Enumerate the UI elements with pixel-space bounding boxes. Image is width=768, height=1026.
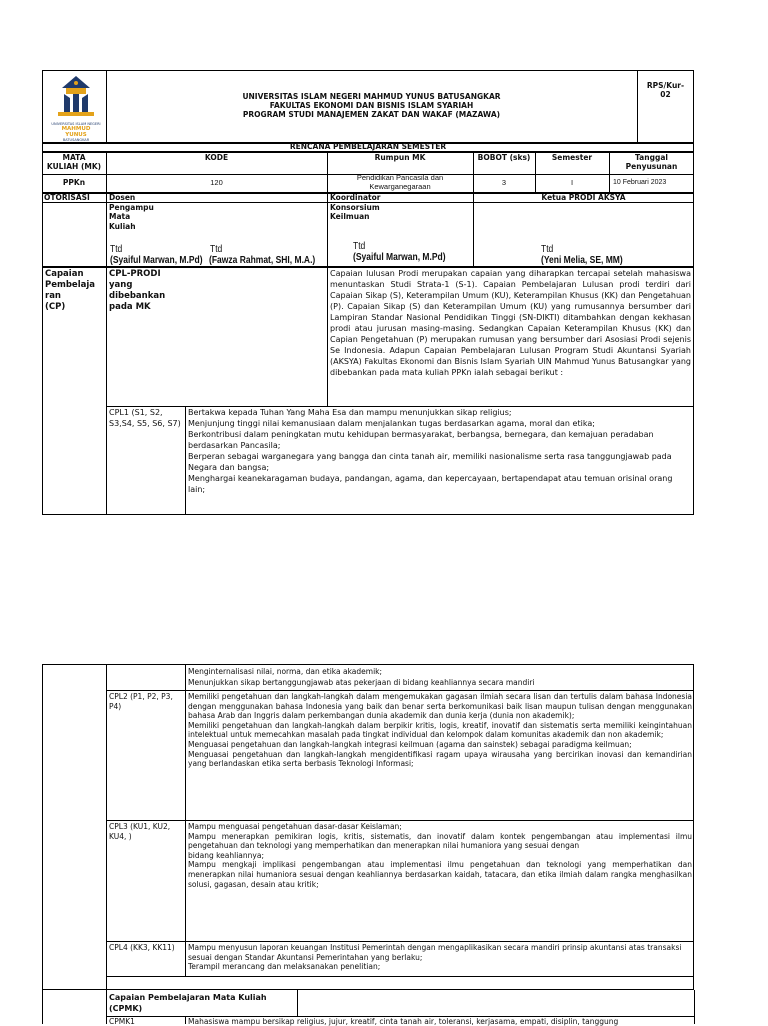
cpl4-label: CPL4 (KK3, KK11) <box>109 943 175 952</box>
semester-value: I <box>570 178 574 187</box>
cpl2-label: CPL2 (P1, P2, P3, P4) <box>109 692 173 711</box>
cpl1-label: CPL1 (S1, S2, S3,S4, S5, S6, S7) <box>109 408 181 428</box>
cpl4-item: Terampil merancang dan melaksanakan penelitian; <box>188 962 381 972</box>
cpl1-item: Menghargai keanekaragaman budaya, pandangan, agama, dan kepercayaan, bertapendapat atau temuan orisinal orang lain; <box>188 474 673 494</box>
cpl2-item: Memiliki pengetahuan dan langkah-langkah dalam mengemukakan gagasan ilmiah secara lisan dan tertulis dalam bahasa Indonesia dengan menggunakan bahasa Indonesia yang baik dan benar serta berkomunikasi baik lisan maupun tulisan dengan menggunakan bahasa Arab dan Inggris dalam perkembangan dunia akademik dan dunia kerja (dunia non akademik); <box>188 692 692 721</box>
ttd-dosen-1: Ttd <box>110 244 123 255</box>
otorisasi-label: OTORISASI <box>44 193 90 202</box>
tanggal-header-1: Tanggal <box>635 153 668 162</box>
mk-header-2: KULIAH (MK) <box>46 162 102 171</box>
cpl1-item: Menunjukkan sikap bertanggungjawab atas pekerjaan di bidang keahliannya secara mandiri <box>188 678 535 687</box>
cpl1-list <box>188 407 692 495</box>
ttd-koordinator: Ttd <box>353 241 366 252</box>
faculty-name: FAKULTAS EKONOMI DAN BISNIS ISLAM SYARIAH <box>269 101 474 110</box>
cpl1-item: Berperan sebagai warganegara yang bangga dan cinta tanah air, memiliki nasionalisme serta rasa tanggungjawab pada Negara dan bangsa; <box>188 452 672 472</box>
tanggal-header-2: Penyusunan <box>625 162 678 171</box>
cpl2-list <box>188 692 692 769</box>
cpmk1-text: Mahasiswa mampu bersikap religius, jujur, kreatif, cinta tanah air, toleransi, kerjasama, empati, disiplin, tanggung <box>188 1017 619 1026</box>
cpl1-item: Berkontribusi dalam peningkatan mutu kehidupan bermasyarakat, berbangsa, bernegara, dan kemajuan peradaban berdasarkan Pancasila; <box>188 430 654 450</box>
cp-label-3: ran (CP) <box>45 291 66 312</box>
cpmk-heading: Capaian Pembelajaran Mata Kuliah (CPMK) <box>109 993 267 1013</box>
cpl-prodi-heading: CPL-PRODI yang dibebankan pada MK <box>109 269 166 312</box>
rumpun-header: Rumpun MK <box>374 153 426 162</box>
doc-code-1: RPS/Kur- <box>646 81 685 90</box>
cpl3-item: bidang keahliannya; <box>188 850 264 860</box>
doc-title: RENCANA PEMBELAJARAN SEMESTER <box>289 142 447 151</box>
koordinator-label: Koordinator Konsorsium Keilmuan <box>330 193 381 221</box>
cpl4-list <box>188 943 692 972</box>
cp-label-2: Pembelaja <box>45 280 95 290</box>
cp-description: Capaian lulusan Prodi merupakan capaian yang diharapkan tercapai setelah mahasiswa menuntaskan Studi Strata-1 (S-1). Capaian Pembelajaran Lulusan prodi terdiri dari Capaian Sikap (S), Keterampilan Umum (KU), Keterampilan Khusus (KK) dan Pengetahuan (P). Capaian Sikap (S) dan Keterampilan Umum (KU) yang rumusannya bersumber dari Lampiran Standar Nasional Pendidikan Tinggi (SN-DIKTI) ditambahkan dengan kekhasan prodi atau jurusan masing-masing. Sedangkan Capaian Keterampilan Khusus (KK) dan Capian Pengetahuan (P) merupakan rumusan yang bersumber dari Asosiasi Prodi sejenis Se Indonesia. Adapun Capaian Pembelajaran Lulusan Program Studi Akuntansi Syariah (AKSYA) Fakultas Ekonomi dan Bisnis Islam Syariah UIN Mahmud Yunus Batusangkar yang dibebankan pada mata kuliah PPKn ialah sebagai berikut : <box>330 269 691 377</box>
doc-code-2: 02 <box>660 90 671 99</box>
cpl1-item: Bertakwa kepada Tuhan Yang Maha Esa dan mampu menunjukkan sikap religius; <box>188 408 512 417</box>
logo-caption-1: UNIVERSITAS ISLAM NEGERI <box>51 122 101 126</box>
cpl3-item: Mampu menguasai pengetahuan dasar-dasar Keislaman; <box>188 822 402 831</box>
logo-caption-2: MAHMUD YUNUS <box>61 126 91 138</box>
dosen-1-name: (Syaiful Marwan, M.Pd) <box>110 255 203 266</box>
cpl2-item: Memiliki pengetahuan dan langkah-langkah dalam berpikir kritis, logis, kreatif, inovatif dan sistematis serta memiliki keingintahuan intelektual untuk memecahkan masalah pada tingkat individual dan kelompok dalam komunitas akademik dan non akademik; <box>188 720 692 740</box>
university-name: UNIVERSITAS ISLAM NEGERI MAHMUD YUNUS BATUSANGKAR <box>242 92 501 101</box>
cpl4-item: Mampu menyusun laporan keuangan Institusi Pemerintah dengan mengaplikasikan secara mandiri prinsip akuntansi atas transaksi sesuai dengan Standar Akuntansi Pemerintahan yang berlaku; <box>188 943 682 962</box>
cpmk1-label: CPMK1 <box>109 1017 135 1026</box>
cp-label-1: Capaian <box>45 269 84 279</box>
cpl3-item: Mampu menerapkan pemikiran logis, kritis, sistematis, dan inovatif dalam kontek pengembangan atau implementasi ilmu pengetahuan dan teknologi yang memperhatikan dan menerapkan nilai humaniora yang sesuai dengan <box>188 831 692 851</box>
semester-header: Semester <box>551 153 593 162</box>
dosen-label: Dosen Pengampu Mata Kuliah <box>109 193 154 231</box>
rumpun-value-1: Pendidikan Pancasila dan <box>356 173 444 182</box>
ttd-dosen-2: Ttd <box>210 244 223 255</box>
program-name: PROGRAM STUDI MANAJEMEN ZAKAT DAN WAKAF (MAZAWA) <box>242 110 501 119</box>
cpl3-list <box>188 822 692 889</box>
dosen-2-name: (Fawza Rahmat, SHI, M.A.) <box>209 255 316 266</box>
tanggal-value: 10 Februari 2023 <box>613 179 667 186</box>
cpl3-label: CPL3 (KU1, KU2, KU4, ) <box>109 822 171 841</box>
ketua-name: (Yeni Melia, SE, MM) <box>541 255 623 266</box>
bobot-value: 3 <box>501 178 507 187</box>
cpl3-item: Mampu mengkaji implikasi pengembangan atau implementasi ilmu pengetahuan dan teknologi yang memperhatikan dan menerapkan nilai humaniora sesuai dengan keahliannya berdasarkan kaidah, tatacara, dan etika ilmiah dalam rangka menghasilkan solusi, gagasan, desain atau kritik; <box>188 860 692 889</box>
ketua-label: Ketua PRODI AKSYA <box>541 193 626 202</box>
koordinator-name: (Syaiful Marwan, M.Pd) <box>353 252 446 263</box>
kode-value: 120 <box>210 178 223 187</box>
rumpun-value-2: Kewarganegaraan <box>369 182 431 191</box>
logo-caption-3: BATUSANGKAR <box>62 138 90 142</box>
cpl1-continued-list <box>188 666 692 688</box>
kode-header: KODE <box>204 153 229 162</box>
mk-header-1: MATA <box>62 153 86 162</box>
mk-value: PPKn <box>62 178 86 187</box>
cpl1-item: Menjunjung tinggi nilai kemanusiaan dalam menjalankan tugas berdasarkan agama, moral dan etika; <box>188 419 595 428</box>
cpl1-item: Menginternalisasi nilai, norma, dan etika akademik; <box>188 667 383 676</box>
cpl2-item: Menguasai pengetahuan dan langkah-langkah integrasi keilmuan (agama dan sainstek) sebagai paradigma keilmuan; <box>188 739 632 749</box>
bobot-header: BOBOT (sks) <box>477 153 531 162</box>
cpl2-item: Menguasai pengetahuan dan langkah-langkah mengidentifikasi ragam upaya wirausaha yang bercirikan inovasi dan kemandirian yang berlandaskan etika serta berbasis Teknologi Informasi; <box>188 749 692 769</box>
uin-logo <box>50 74 102 140</box>
ttd-ketua: Ttd <box>541 244 554 255</box>
uin-logo-emblem-icon <box>50 74 102 118</box>
